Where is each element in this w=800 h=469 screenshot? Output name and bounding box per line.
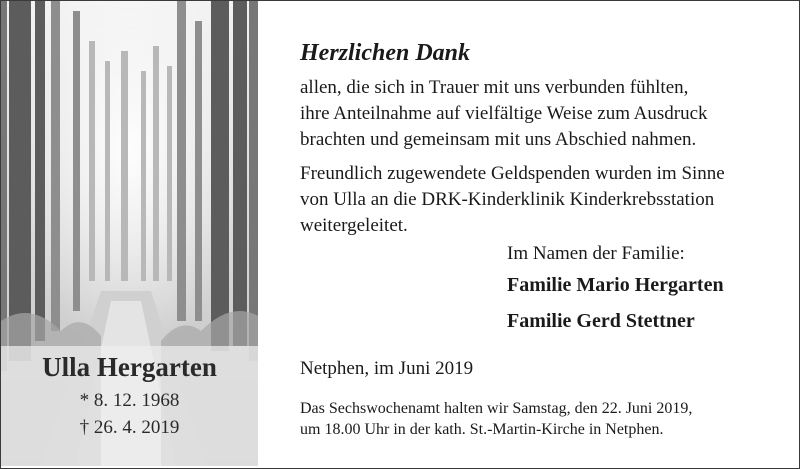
donation-line: Freundlich zugewendete Geldspenden wurden im Sinne xyxy=(300,163,725,184)
thanks-line: brachten und gemeinsam mit uns Abschied nahmen. xyxy=(300,129,697,150)
donation-line: von Ulla an die DRK-Kinderklinik Kinderkrebsstation xyxy=(300,189,715,210)
thanks-line: allen, die sich in Trauer mit uns verbunden fühlten, xyxy=(300,77,689,98)
deceased-info xyxy=(1,346,258,466)
birth-date: * 8. 12. 1968 xyxy=(79,390,180,411)
family-name: Familie Mario Hergarten xyxy=(507,274,724,296)
thanks-line: ihre Anteilnahme auf vielfältige Weise zum Ausdruck xyxy=(300,103,708,124)
notice-line: um 18.00 Uhr in der kath. St.-Martin-Kirche in Netphen. xyxy=(300,421,664,438)
death-date: † 26. 4. 2019 xyxy=(79,417,180,438)
on-behalf-label: Im Namen der Familie: xyxy=(507,243,685,264)
family-name: Familie Gerd Stettner xyxy=(507,310,695,332)
donation-line: weitergeleitet. xyxy=(300,215,408,236)
thanks-paragraph xyxy=(300,75,780,153)
deceased-name: Ulla Hergarten xyxy=(42,352,217,382)
mass-notice xyxy=(300,398,692,440)
place-date: Netphen, im Juni 2019 xyxy=(300,358,474,379)
notice-line: Das Sechswochenamt halten wir Samstag, den 22. Juni 2019, xyxy=(300,400,693,417)
thanks-heading: Herzlichen Dank xyxy=(300,40,471,66)
donation-paragraph xyxy=(300,161,780,239)
